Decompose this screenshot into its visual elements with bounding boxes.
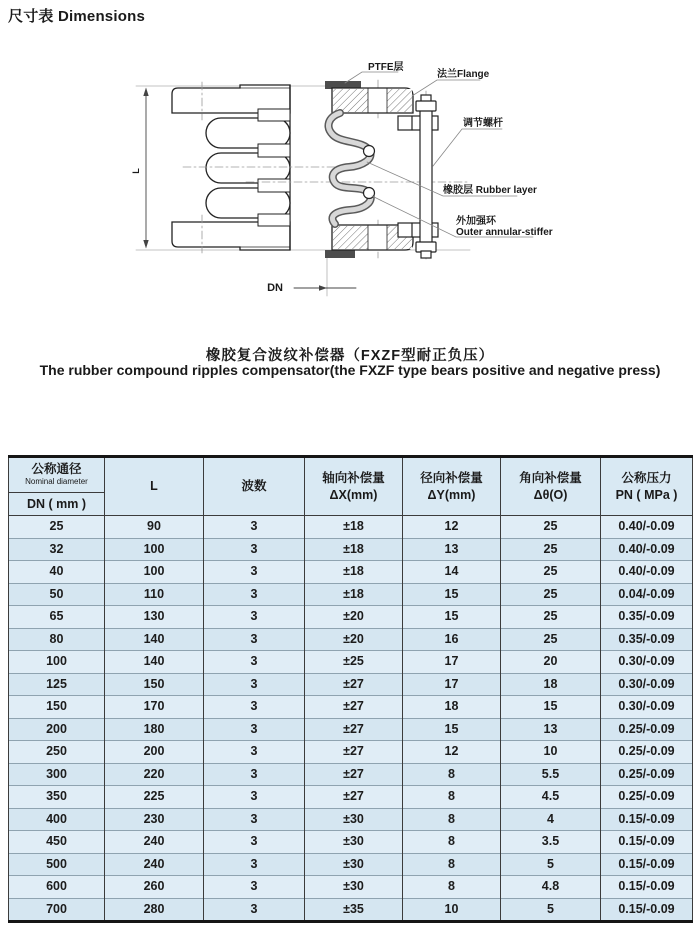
table-cell: 0.30/-0.09 (601, 696, 693, 719)
table-cell: 17 (403, 651, 501, 674)
table-cell: 3 (204, 673, 305, 696)
table-cell: 250 (9, 741, 105, 764)
table-row (9, 628, 693, 651)
table-cell: ±18 (305, 516, 403, 539)
table-cell: 0.15/-0.09 (601, 898, 693, 922)
table-cell: 260 (105, 876, 204, 899)
outer-ring-label-en: Outer annular-stiffer (456, 227, 553, 238)
table-cell: ±27 (305, 741, 403, 764)
flange-label: 法兰Flange (437, 69, 490, 80)
table-cell: 8 (403, 831, 501, 854)
table-cell: 15 (403, 718, 501, 741)
table-cell: 25 (9, 516, 105, 539)
table-cell: 300 (9, 763, 105, 786)
stiffening-ring-top (364, 146, 375, 157)
table-cell: 0.15/-0.09 (601, 853, 693, 876)
table-cell: ±18 (305, 583, 403, 606)
table-cell: 3 (204, 583, 305, 606)
table-cell: 220 (105, 763, 204, 786)
table-cell: 25 (501, 561, 601, 584)
table-cell: 25 (501, 516, 601, 539)
table-cell: 100 (9, 651, 105, 674)
table-row (9, 583, 693, 606)
table-cell: 225 (105, 786, 204, 809)
table-header (9, 457, 693, 516)
table-cell: ±25 (305, 651, 403, 674)
table-cell: 3 (204, 741, 305, 764)
table-cell: 150 (9, 696, 105, 719)
table-row (9, 808, 693, 831)
table-cell: 0.40/-0.09 (601, 561, 693, 584)
table-cell: 5 (501, 898, 601, 922)
table-cell: 4.8 (501, 876, 601, 899)
table-cell: 0.40/-0.09 (601, 516, 693, 539)
header-nominal-pressure: 公称压力 PN ( MPa ) (601, 457, 693, 516)
table-cell: 130 (105, 606, 204, 629)
table-cell: ±30 (305, 853, 403, 876)
table-row (9, 696, 693, 719)
table-cell: 3 (204, 606, 305, 629)
table-cell: 15 (403, 583, 501, 606)
table-cell: 65 (9, 606, 105, 629)
table-cell: 100 (105, 538, 204, 561)
table-cell: 240 (105, 853, 204, 876)
section-view (325, 81, 438, 258)
table-row (9, 763, 693, 786)
table-cell: 90 (105, 516, 204, 539)
table-cell: 150 (105, 673, 204, 696)
table-cell: 4 (501, 808, 601, 831)
adjusting-rod-assembly (398, 95, 438, 258)
table-cell: ±18 (305, 538, 403, 561)
adjust-rod-label: 调节螺杆 (463, 118, 503, 129)
table-cell: 3 (204, 628, 305, 651)
dimension-L (131, 88, 149, 249)
table-cell: 3 (204, 831, 305, 854)
table-cell: 0.25/-0.09 (601, 741, 693, 764)
page-title: 尺寸表 Dimensions (8, 8, 145, 25)
table-cell: 3 (204, 876, 305, 899)
header-dn-mm: DN ( mm ) (26, 496, 87, 511)
table-cell: ±18 (305, 561, 403, 584)
table-cell: 18 (501, 673, 601, 696)
dim-L-label: L (131, 168, 141, 174)
table-cell: 200 (9, 718, 105, 741)
ptfe-layer-label: PTFE层 (368, 62, 404, 73)
table-cell: 0.25/-0.09 (601, 763, 693, 786)
table-cell: 15 (501, 696, 601, 719)
table-row (9, 516, 693, 539)
table-cell: 5.5 (501, 763, 601, 786)
table-cell: ±30 (305, 831, 403, 854)
table-cell: 125 (9, 673, 105, 696)
header-angular-compensation: 角向补偿量 Δθ(O) (501, 457, 601, 516)
table-cell: 3 (204, 853, 305, 876)
table-row (9, 538, 693, 561)
table-cell: 0.04/-0.09 (601, 583, 693, 606)
table-cell: 5 (501, 853, 601, 876)
table-cell: 8 (403, 786, 501, 809)
compensator-section-drawing (0, 40, 700, 320)
table-cell: 200 (105, 741, 204, 764)
rubber-layer-label: 橡胶层 Rubber layer (443, 185, 537, 196)
table-cell: 25 (501, 606, 601, 629)
table-cell: 280 (105, 898, 204, 922)
table-cell: 3.5 (501, 831, 601, 854)
table-cell: 350 (9, 786, 105, 809)
table-cell: 0.15/-0.09 (601, 831, 693, 854)
table-cell: 3 (204, 538, 305, 561)
table-cell: 170 (105, 696, 204, 719)
table-cell: 17 (403, 673, 501, 696)
table-cell: 500 (9, 853, 105, 876)
table-cell: 0.30/-0.09 (601, 651, 693, 674)
table-cell: 450 (9, 831, 105, 854)
header-nominal-en: Nominal diameter (25, 477, 88, 487)
rubber-bellows-wall (329, 113, 371, 224)
table-cell: 8 (403, 763, 501, 786)
table-cell: ±20 (305, 628, 403, 651)
table-cell: 3 (204, 718, 305, 741)
dim-DN-label: DN (267, 282, 283, 294)
table-cell: 0.40/-0.09 (601, 538, 693, 561)
table-cell: 3 (204, 808, 305, 831)
table-row (9, 673, 693, 696)
table-cell: 0.25/-0.09 (601, 786, 693, 809)
dimension-DN (267, 282, 356, 294)
table-cell: 25 (501, 538, 601, 561)
table-row (9, 741, 693, 764)
header-wave-count: 波数 (204, 457, 305, 516)
table-cell: 14 (403, 561, 501, 584)
table-cell: ±30 (305, 808, 403, 831)
table-cell: 8 (403, 853, 501, 876)
outer-ring-label-cn: 外加强环 (456, 216, 496, 227)
table-cell: ±27 (305, 763, 403, 786)
table-cell: 3 (204, 898, 305, 922)
table-row (9, 606, 693, 629)
ptfe-layer-strip-bottom (325, 250, 355, 258)
table-cell: 3 (204, 516, 305, 539)
table-cell: 15 (403, 606, 501, 629)
table-body (9, 516, 693, 922)
table-cell: 0.15/-0.09 (601, 876, 693, 899)
table-cell: 10 (403, 898, 501, 922)
table-cell: 3 (204, 786, 305, 809)
table-cell: ±20 (305, 606, 403, 629)
table-row (9, 876, 693, 899)
table-cell: 0.30/-0.09 (601, 673, 693, 696)
table-row (9, 561, 693, 584)
table-cell: 140 (105, 628, 204, 651)
table-cell: 16 (403, 628, 501, 651)
table-cell: 10 (501, 741, 601, 764)
table-cell: 3 (204, 651, 305, 674)
table-cell: 110 (105, 583, 204, 606)
table-cell: 20 (501, 651, 601, 674)
table-cell: 600 (9, 876, 105, 899)
dimensions-table (8, 455, 693, 923)
table-cell: 0.25/-0.09 (601, 718, 693, 741)
table-row (9, 853, 693, 876)
table-cell: 25 (501, 583, 601, 606)
caption-chinese: 橡胶复合波纹补偿器（FXZF型耐正负压） (205, 348, 495, 364)
table-cell: 230 (105, 808, 204, 831)
header-row (9, 457, 693, 516)
table-cell: 3 (204, 763, 305, 786)
table-cell: 32 (9, 538, 105, 561)
table-cell: 0.15/-0.09 (601, 808, 693, 831)
table-cell: 4.5 (501, 786, 601, 809)
table-cell: 3 (204, 561, 305, 584)
header-nominal-diameter (9, 457, 105, 516)
table-cell: 18 (403, 696, 501, 719)
table-cell: 13 (403, 538, 501, 561)
table-cell: 140 (105, 651, 204, 674)
header-axial-compensation: 轴向补偿量 ΔX(mm) (305, 457, 403, 516)
table-cell: 100 (105, 561, 204, 584)
table-cell: 12 (403, 741, 501, 764)
table-cell: 180 (105, 718, 204, 741)
table-cell: 80 (9, 628, 105, 651)
table-cell: 50 (9, 583, 105, 606)
table-cell: 25 (501, 628, 601, 651)
table-row (9, 786, 693, 809)
table-cell: 240 (105, 831, 204, 854)
table-cell: ±30 (305, 876, 403, 899)
table-cell: 12 (403, 516, 501, 539)
table-cell: ±27 (305, 673, 403, 696)
technical-drawing (0, 40, 700, 320)
table-cell: 40 (9, 561, 105, 584)
table-row (9, 898, 693, 922)
header-L: L (105, 457, 204, 516)
table-cell: 8 (403, 876, 501, 899)
caption-english: The rubber compound ripples compensator(the FXZF type bears positive and negative press) (39, 362, 661, 378)
table-cell: ±27 (305, 786, 403, 809)
table-row (9, 651, 693, 674)
table-cell: ±27 (305, 718, 403, 741)
header-nominal-cn: 公称通径 (31, 462, 82, 477)
header-nominal-top (9, 459, 104, 493)
table-cell: 700 (9, 898, 105, 922)
table-cell: ±35 (305, 898, 403, 922)
table-cell: 3 (204, 696, 305, 719)
header-radial-compensation: 径向补偿量 ΔY(mm) (403, 457, 501, 516)
table-cell: 0.35/-0.09 (601, 606, 693, 629)
table-row (9, 831, 693, 854)
table-cell: 8 (403, 808, 501, 831)
table-cell: 0.35/-0.09 (601, 628, 693, 651)
table-cell: 400 (9, 808, 105, 831)
table-row (9, 718, 693, 741)
side-view (172, 85, 290, 250)
table-cell: ±27 (305, 696, 403, 719)
table-cell: 13 (501, 718, 601, 741)
